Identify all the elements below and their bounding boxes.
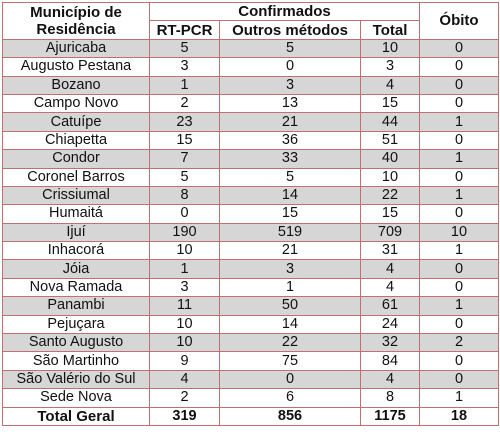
cell-outros-metodos: 21 [220,242,361,260]
cell-obito: 0 [420,131,499,149]
cell-obito: 0 [420,76,499,94]
table-row [3,242,499,260]
cell-outros-metodos: 519 [220,223,361,241]
total-obito: 18 [420,407,499,425]
table-row [3,94,499,112]
cell-obito: 1 [420,186,499,204]
cell-rt-pcr: 10 [150,334,220,352]
cell-total: 3 [361,58,420,76]
cell-outros-metodos: 21 [220,113,361,131]
cell-municipio: Santo Augusto [3,334,150,352]
table-row [3,370,499,388]
table-row [3,58,499,76]
cell-outros-metodos: 15 [220,205,361,223]
cell-rt-pcr: 10 [150,315,220,333]
cell-rt-pcr: 23 [150,113,220,131]
header-confirmados: Confirmados [150,3,420,21]
table-row [3,186,499,204]
cell-obito: 0 [420,168,499,186]
cell-obito: 2 [420,334,499,352]
cell-municipio: Catuípe [3,113,150,131]
table-row [3,315,499,333]
cell-rt-pcr: 9 [150,352,220,370]
table-row [3,150,499,168]
cell-municipio: Bozano [3,76,150,94]
cell-outros-metodos: 1 [220,278,361,296]
cell-municipio: Nova Ramada [3,278,150,296]
cell-total: 4 [361,370,420,388]
table-body [3,39,499,407]
table-row [3,168,499,186]
cell-rt-pcr: 3 [150,278,220,296]
cell-municipio: Ajuricaba [3,39,150,57]
cell-obito: 0 [420,315,499,333]
cell-obito: 0 [420,39,499,57]
header-municipio-line2: Residência [36,20,116,38]
table-row [3,352,499,370]
cell-municipio: Coronel Barros [3,168,150,186]
table-row [3,205,499,223]
cell-outros-metodos: 0 [220,370,361,388]
cell-rt-pcr: 4 [150,370,220,388]
table-row [3,39,499,57]
cell-obito: 1 [420,150,499,168]
cell-outros-metodos: 14 [220,186,361,204]
cell-municipio: Humaitá [3,205,150,223]
cell-municipio: São Valério do Sul [3,370,150,388]
table-row [3,76,499,94]
cell-municipio: Chiapetta [3,131,150,149]
cell-municipio: São Martinho [3,352,150,370]
cell-rt-pcr: 0 [150,205,220,223]
cell-rt-pcr: 8 [150,186,220,204]
header-outros-metodos: Outros métodos [220,21,361,39]
cell-obito: 1 [420,389,499,407]
cell-total: 15 [361,205,420,223]
total-rt-pcr: 319 [150,407,220,425]
table-row [3,223,499,241]
header-total: Total [361,21,420,39]
cell-rt-pcr: 190 [150,223,220,241]
cell-total: 709 [361,223,420,241]
cell-outros-metodos: 33 [220,150,361,168]
cell-outros-metodos: 13 [220,94,361,112]
cell-total: 10 [361,168,420,186]
cell-rt-pcr: 2 [150,94,220,112]
cell-rt-pcr: 7 [150,150,220,168]
cell-total: 15 [361,94,420,112]
cell-total: 84 [361,352,420,370]
cell-total: 10 [361,39,420,57]
cell-municipio: Panambi [3,297,150,315]
cell-outros-metodos: 50 [220,297,361,315]
cell-municipio: Jóia [3,260,150,278]
cell-municipio: Augusto Pestana [3,58,150,76]
cell-rt-pcr: 2 [150,389,220,407]
cell-rt-pcr: 10 [150,242,220,260]
cell-total: 4 [361,278,420,296]
cell-total: 4 [361,76,420,94]
cell-rt-pcr: 15 [150,131,220,149]
cell-total: 44 [361,113,420,131]
table-row [3,260,499,278]
table-row [3,297,499,315]
total-outros: 856 [220,407,361,425]
header-municipio-line1: Município de [30,3,122,21]
cell-obito: 0 [420,58,499,76]
cell-municipio: Pejuçara [3,315,150,333]
header-municipio [3,3,150,40]
cell-obito: 0 [420,260,499,278]
cell-municipio: Condor [3,150,150,168]
cell-obito: 1 [420,297,499,315]
cell-total: 22 [361,186,420,204]
table-row [3,113,499,131]
cell-outros-metodos: 3 [220,76,361,94]
cell-outros-metodos: 6 [220,389,361,407]
total-label: Total Geral [3,407,150,425]
cell-rt-pcr: 5 [150,168,220,186]
cell-rt-pcr: 1 [150,76,220,94]
cell-rt-pcr: 5 [150,39,220,57]
cell-rt-pcr: 1 [150,260,220,278]
cell-municipio: Campo Novo [3,94,150,112]
cell-municipio: Sede Nova [3,389,150,407]
total-total: 1175 [361,407,420,425]
cell-total: 4 [361,260,420,278]
cell-rt-pcr: 3 [150,58,220,76]
cell-total: 8 [361,389,420,407]
cell-obito: 0 [420,352,499,370]
cell-obito: 0 [420,94,499,112]
cell-total: 31 [361,242,420,260]
header-obito: Óbito [420,3,499,40]
covid-table-container [2,2,498,426]
table-row [3,389,499,407]
cell-outros-metodos: 0 [220,58,361,76]
cell-total: 61 [361,297,420,315]
cell-municipio: Ijuí [3,223,150,241]
cell-outros-metodos: 5 [220,168,361,186]
cell-obito: 0 [420,370,499,388]
cell-total: 51 [361,131,420,149]
cell-obito: 0 [420,278,499,296]
cell-obito: 0 [420,205,499,223]
cell-obito: 10 [420,223,499,241]
header-rt-pcr: RT-PCR [150,21,220,39]
cell-outros-metodos: 3 [220,260,361,278]
table-row [3,278,499,296]
cell-total: 32 [361,334,420,352]
table-row [3,131,499,149]
cell-municipio: Crissiumal [3,186,150,204]
cell-total: 24 [361,315,420,333]
cell-outros-metodos: 14 [220,315,361,333]
covid-cases-table [2,2,499,426]
cell-outros-metodos: 75 [220,352,361,370]
cell-outros-metodos: 22 [220,334,361,352]
total-row [3,407,499,425]
cell-obito: 1 [420,113,499,131]
cell-rt-pcr: 11 [150,297,220,315]
cell-obito: 1 [420,242,499,260]
cell-outros-metodos: 5 [220,39,361,57]
cell-outros-metodos: 36 [220,131,361,149]
cell-municipio: Inhacorá [3,242,150,260]
table-row [3,334,499,352]
cell-total: 40 [361,150,420,168]
